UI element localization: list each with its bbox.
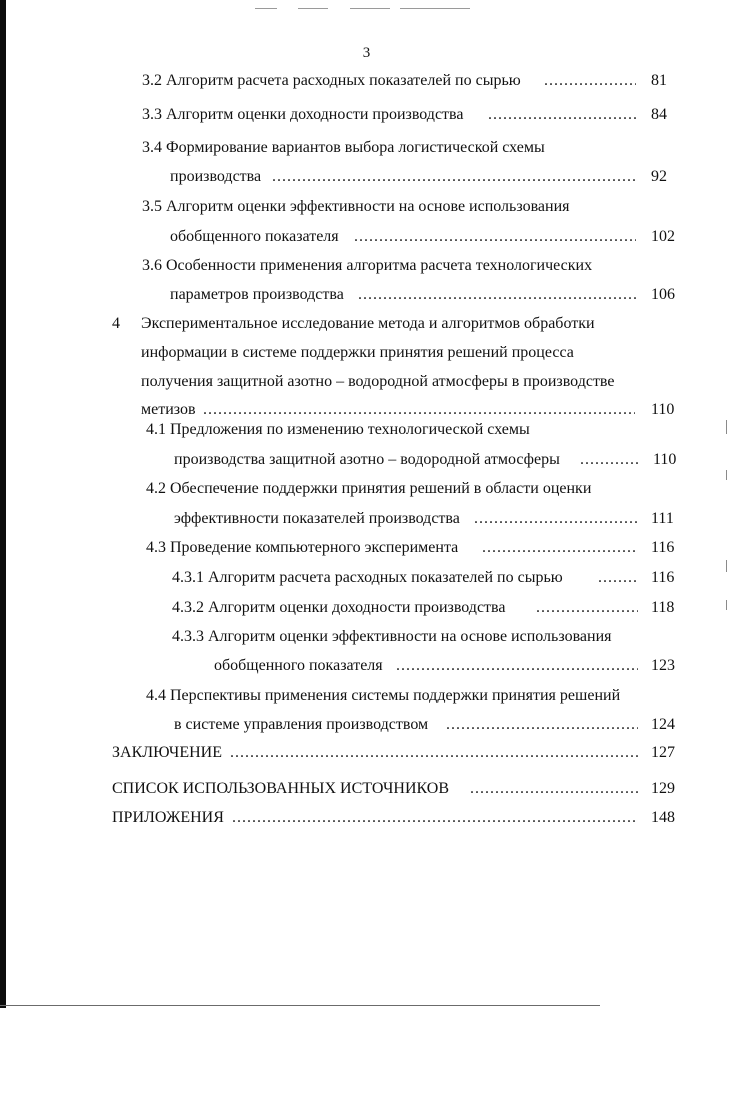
toc-entry-3-6-line-1[interactable] xyxy=(142,256,662,276)
dot-leader xyxy=(482,538,638,558)
scan-top-dash xyxy=(298,8,328,9)
toc-entry-text: метизов xyxy=(141,401,196,418)
toc-entry-text: 4.3.2 Алгоритм оценки доходности производства xyxy=(172,599,506,616)
toc-page-number: 110 xyxy=(651,401,675,418)
toc-entry-text: 4.1 Предложения по изменению технологической схемы xyxy=(146,421,530,438)
toc-entry-text: 3.2 Алгоритм расчета расходных показателей по сырью xyxy=(142,72,521,89)
dot-leader xyxy=(544,71,636,91)
scan-right-mark xyxy=(726,600,727,610)
toc-entry-4-3-line-1[interactable] xyxy=(146,538,486,558)
toc-entry-text: 3.5 Алгоритм оценки эффективности на основе использования xyxy=(142,198,570,215)
toc-entry-text: параметров производства xyxy=(170,286,344,303)
toc-entry-text: эффективности показателей производства xyxy=(174,510,460,527)
toc-entry-text: информации в системе поддержки принятия решений процесса xyxy=(141,344,574,361)
toc-entry-text: производства защитной азотно – водородной атмосферы xyxy=(174,451,560,468)
toc-page-number: 127 xyxy=(651,744,675,761)
scan-left-edge xyxy=(0,0,6,1008)
toc-entry-4-1-line-2[interactable] xyxy=(174,450,582,470)
toc-page-number: 129 xyxy=(651,780,675,797)
toc-entry-text: 4.3 Проведение компьютерного эксперимента xyxy=(146,539,459,556)
dot-leader xyxy=(474,509,638,529)
toc-entry-text: получения защитной азотно – водородной атмосферы в производстве xyxy=(141,373,615,390)
toc-page-number: 111 xyxy=(651,510,674,527)
toc-entry-4-2-line-1[interactable] xyxy=(146,479,676,499)
toc-entry-4-3-1-line-1[interactable] xyxy=(172,568,602,588)
toc-entry-4-3-2-line-1[interactable] xyxy=(172,598,542,618)
toc-page-number: 84 xyxy=(651,106,667,123)
toc-entry-3-5-line-2[interactable] xyxy=(170,227,360,247)
dot-leader xyxy=(203,400,635,420)
dot-leader xyxy=(598,568,638,588)
toc-entry-4-3-3-line-2[interactable] xyxy=(214,656,404,676)
toc-page-number: 92 xyxy=(651,168,667,185)
scan-bottom-edge xyxy=(0,1005,600,1006)
toc-entry-text: 4.2 Обеспечение поддержки принятия решений в области оценки xyxy=(146,480,592,497)
toc-entry-text: 4.3.3 Алгоритм оценки эффективности на основе использования xyxy=(172,628,612,645)
toc-entry-text: 4.3.1 Алгоритм расчета расходных показателей по сырью xyxy=(172,569,563,586)
toc-page-number: 116 xyxy=(651,539,675,556)
toc-entry-4-4-line-2[interactable] xyxy=(174,715,454,735)
toc-entry-4-line-3[interactable] xyxy=(141,372,681,392)
page-number: 3 xyxy=(362,45,371,61)
toc-entry-conclusion[interactable] xyxy=(112,743,242,763)
toc-page-number: 106 xyxy=(651,286,675,303)
toc-entry-4-2-line-2[interactable] xyxy=(174,509,474,529)
toc-entry-text: производства xyxy=(170,168,262,185)
scan-top-dash xyxy=(255,8,277,9)
toc-chapter-number: 4 xyxy=(112,315,120,332)
dot-leader xyxy=(396,656,638,676)
toc-entry-3-4-line-1[interactable] xyxy=(142,138,662,158)
toc-entry-4-4-line-1[interactable] xyxy=(146,686,686,706)
dot-leader xyxy=(232,808,638,828)
toc-entry-text: Экспериментальное исследование метода и алгоритмов обработки xyxy=(141,315,595,332)
toc-page-number: 110 xyxy=(653,451,677,468)
toc-entry-text: в системе управления производством xyxy=(174,716,429,733)
toc-entry-text: 4.4 Перспективы применения системы поддержки принятия решений xyxy=(146,687,621,704)
toc-page-number: 116 xyxy=(651,569,675,586)
dot-leader xyxy=(354,227,636,247)
toc-page-number: 81 xyxy=(651,72,667,89)
toc-entry-text: 3.3 Алгоритм оценки доходности производства xyxy=(142,106,464,123)
scan-right-mark xyxy=(726,470,727,480)
toc-page-number: 124 xyxy=(651,716,675,733)
toc-entry-3-4-line-2[interactable] xyxy=(170,167,270,187)
toc-entry-text: 3.6 Особенности применения алгоритма расчета технологических xyxy=(142,257,593,274)
toc-page-number: 102 xyxy=(651,228,675,245)
dot-leader xyxy=(580,450,638,470)
toc-page-number: 148 xyxy=(651,809,675,826)
toc-entry-text: 3.4 Формирование вариантов выбора логистической схемы xyxy=(142,139,545,156)
scan-top-dash xyxy=(400,8,470,9)
scan-right-mark xyxy=(726,560,727,572)
scan-right-mark xyxy=(726,420,727,434)
toc-entry-text: обобщенного показателя xyxy=(170,228,339,245)
toc-entry-4-3-3-line-1[interactable] xyxy=(172,627,672,647)
dot-leader xyxy=(358,285,636,305)
toc-entry-appendices[interactable] xyxy=(112,808,242,828)
dot-leader xyxy=(488,105,636,125)
dot-leader xyxy=(446,715,638,735)
dot-leader xyxy=(470,779,638,799)
dot-leader xyxy=(230,743,638,763)
toc-entry-4-line-1[interactable] xyxy=(141,314,681,334)
toc-entry-4-line-2[interactable] xyxy=(141,343,681,363)
dot-leader xyxy=(536,598,638,618)
toc-page-number: 123 xyxy=(651,657,675,674)
toc-page-number: 118 xyxy=(651,599,675,616)
toc-entry-text: ЗАКЛЮЧЕНИЕ xyxy=(112,744,222,761)
scan-top-dash xyxy=(350,8,390,9)
toc-entry-references[interactable] xyxy=(112,779,482,799)
toc-entry-text: ПРИЛОЖЕНИЯ xyxy=(112,809,224,826)
toc-entry-3-5-line-1[interactable] xyxy=(142,197,662,217)
toc-entry-text: СПИСОК ИСПОЛЬЗОВАННЫХ ИСТОЧНИКОВ xyxy=(112,780,450,797)
toc-entry-3-6-line-2[interactable] xyxy=(170,285,360,305)
toc-entry-text: обобщенного показателя xyxy=(214,657,383,674)
dot-leader xyxy=(272,167,638,187)
toc-entry-4-1-line-1[interactable] xyxy=(146,420,666,440)
